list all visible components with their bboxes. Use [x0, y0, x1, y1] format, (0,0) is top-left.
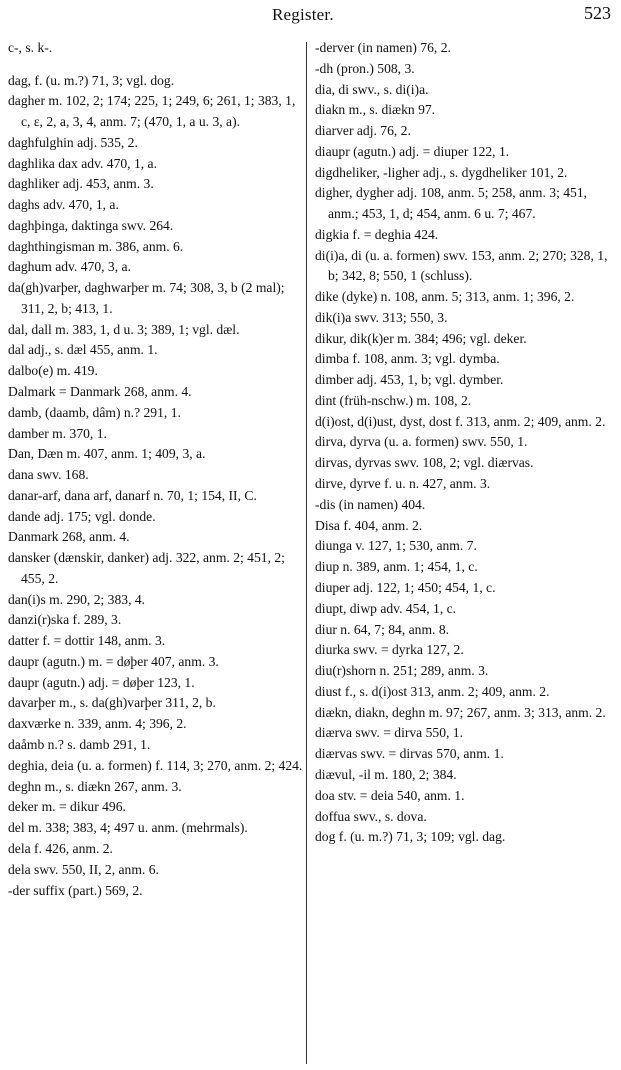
- index-entry: daghs adv. 470, 1, a.: [8, 197, 119, 213]
- index-entry: digkia f. = deghia 424.: [315, 226, 439, 242]
- index-entry: -derver (in namen) 76, 2.: [315, 40, 451, 55]
- index-entry: -dis (in namen) 404.: [315, 496, 426, 512]
- index-entry: daåmb n.? s. damb 291, 1.: [8, 737, 151, 753]
- index-entry: diupt, diwp adv. 454, 1, c.: [315, 600, 457, 616]
- index-entry: da(gh)varþer, daghwarþer m. 74; 308, 3, b (2 mal); 311, 2, b; 413, 1.: [8, 280, 285, 316]
- index-entry: deghia, deia (u. a. formen) f. 114, 3; 270, anm. 2; 424.: [8, 757, 303, 773]
- index-entry: diakn m., s. diækn 97.: [315, 102, 436, 118]
- right-column: [315, 38, 613, 848]
- index-entry: dike (dyke) n. 108, anm. 5; 313, anm. 1; 396, 2.: [315, 289, 575, 304]
- index-entry: di(i)a, di (u. a. formen) swv. 153, anm. 2; 270; 328, 1, b; 342, 8; 550, 1 (schluss).: [315, 247, 608, 284]
- index-entry: diaupr (agutn.) adj. = diuper 122, 1.: [315, 143, 510, 159]
- index-entry: diust f., s. d(i)ost 313, anm. 2; 409, anm. 2.: [315, 683, 550, 699]
- index-entry: daghlika dax adv. 470, 1, a.: [8, 155, 157, 171]
- index-entry: dan(i)s m. 290, 2; 383, 4.: [8, 591, 146, 607]
- index-entry: diunga v. 127, 1; 530, anm. 7.: [315, 538, 477, 554]
- index-entry: dik(i)a swv. 313; 550, 3.: [315, 309, 448, 325]
- index-entry: dimber adj. 453, 1, b; vgl. dymber.: [315, 372, 504, 388]
- index-entry: danar-arf, dana arf, danarf n. 70, 1; 154, II, C.: [8, 487, 257, 503]
- index-entry: dana swv. 168.: [8, 467, 89, 483]
- index-entry: daupr (agutn.) m. = døþer 407, anm. 3.: [8, 653, 219, 669]
- index-entry: damber m. 370, 1.: [8, 425, 107, 441]
- index-entry: diuper adj. 122, 1; 450; 454, 1, c.: [315, 579, 496, 595]
- index-entry: dog f. (u. m.?) 71, 3; 109; vgl. dag.: [315, 829, 506, 845]
- index-entry: Dalmark = Danmark 268, anm. 4.: [8, 383, 192, 399]
- index-entry: doffua swv., s. dova.: [315, 808, 427, 824]
- index-entry: -der suffix (part.) 569, 2.: [8, 882, 143, 898]
- index-entry: deker m. = dikur 496.: [8, 799, 126, 815]
- index-entry: dela f. 426, anm. 2.: [8, 840, 113, 856]
- index-entry: diur n. 64, 7; 84, anm. 8.: [315, 621, 450, 637]
- index-entry: dint (früh-nschw.) m. 108, 2.: [315, 392, 472, 408]
- index-entry: dande adj. 175; vgl. donde.: [8, 508, 156, 524]
- page-number: 523: [584, 3, 611, 23]
- index-entry: dalbo(e) m. 419.: [8, 363, 98, 379]
- index-entry: diækn, diakn, deghn m. 97; 267, anm. 3; 313, anm. 2.: [315, 704, 606, 720]
- index-entry: diarver adj. 76, 2.: [315, 123, 411, 139]
- left-column: [8, 38, 308, 901]
- index-entry: dela swv. 550, II, 2, anm. 6.: [8, 861, 159, 877]
- index-entry: dag, f. (u. m.?) 71, 3; vgl. dog.: [8, 72, 175, 88]
- index-entry: Danmark 268, anm. 4.: [8, 529, 130, 545]
- running-title: Register.: [272, 5, 334, 24]
- index-entry: Dan, Dæn m. 407, anm. 1; 409, 3, a.: [8, 446, 206, 462]
- index-entry: dansker (dænskir, danker) adj. 322, anm. 2; 451, 2; 455, 2.: [8, 550, 285, 586]
- index-entry: dia, di swv., s. di(i)a.: [315, 81, 429, 97]
- index-entry: del m. 338; 383, 4; 497 u. anm. (mehrmals).: [8, 820, 248, 836]
- index-entry: dirva, dyrva (u. a. formen) swv. 550, 1.: [315, 434, 528, 450]
- index-entry: doa stv. = deia 540, anm. 1.: [315, 787, 465, 803]
- index-entry: diærvas swv. = dirvas 570, anm. 1.: [315, 746, 504, 762]
- index-entry: daghthingisman m. 386, anm. 6.: [8, 238, 184, 254]
- index-entry: diu(r)shorn n. 251; 289, anm. 3.: [315, 663, 489, 679]
- index-entry: dal adj., s. dæl 455, anm. 1.: [8, 342, 158, 358]
- index-entry: daghþinga, daktinga swv. 264.: [8, 217, 174, 233]
- index-entry: digdheliker, -ligher adj., s. dygdheliker 101, 2.: [315, 164, 568, 180]
- index-entry: digher, dygher adj. 108, anm. 5; 258, anm. 3; 451, anm.; 453, 1, d; 454, anm. 6 u. 7; 467.: [315, 185, 588, 222]
- index-entry: c-, s. k-.: [8, 40, 53, 55]
- index-entry: diup n. 389, anm. 1; 454, 1, c.: [315, 559, 478, 575]
- index-entry: danzi(r)ska f. 289, 3.: [8, 612, 122, 628]
- index-entry: -dh (pron.) 508, 3.: [315, 60, 415, 76]
- column-divider: [306, 42, 307, 1064]
- index-entry: dimba f. 108, anm. 3; vgl. dymba.: [315, 351, 500, 367]
- index-entry: dal, dall m. 383, 1, d u. 3; 389, 1; vgl. dæl.: [8, 321, 240, 337]
- index-entry: davarþer m., s. da(gh)varþer 311, 2, b.: [8, 695, 216, 711]
- index-entry: dagher m. 102, 2; 174; 225, 1; 249, 6; 261, 1; 383, 1, c, ε, 2, a, 3, 4, anm. 7; (470, 1, a u. 3, a).: [8, 93, 296, 129]
- index-entry: diærva swv. = dirva 550, 1.: [315, 725, 463, 741]
- index-entry: daghfulghin adj. 535, 2.: [8, 134, 138, 150]
- index-entry: daupr (agutn.) adj. = døþer 123, 1.: [8, 674, 195, 690]
- index-entry: daghliker adj. 453, anm. 3.: [8, 176, 154, 192]
- page-header: [0, 3, 621, 27]
- index-entry: Disa f. 404, anm. 2.: [315, 517, 423, 533]
- index-entry: dirve, dyrve f. u. n. 427, anm. 3.: [315, 476, 491, 492]
- index-entry: dikur, dik(k)er m. 384; 496; vgl. deker.: [315, 330, 527, 346]
- index-entry: daxværke n. 339, anm. 4; 396, 2.: [8, 716, 187, 732]
- index-entry: deghn m., s. diækn 267, anm. 3.: [8, 778, 182, 794]
- index-entry: datter f. = dottir 148, anm. 3.: [8, 633, 166, 649]
- index-entry: damb, (daamb, dâm) n.? 291, 1.: [8, 404, 181, 420]
- index-entry: diævul, -il m. 180, 2; 384.: [315, 766, 457, 782]
- index-entry: dirvas, dyrvas swv. 108, 2; vgl. diærvas.: [315, 455, 534, 471]
- index-entry: d(i)ost, d(i)ust, dyst, dost f. 313, anm. 2; 409, anm. 2.: [315, 413, 606, 429]
- index-entry: daghum adv. 470, 3, a.: [8, 259, 131, 275]
- index-entry: diurka swv. = dyrka 127, 2.: [315, 642, 464, 658]
